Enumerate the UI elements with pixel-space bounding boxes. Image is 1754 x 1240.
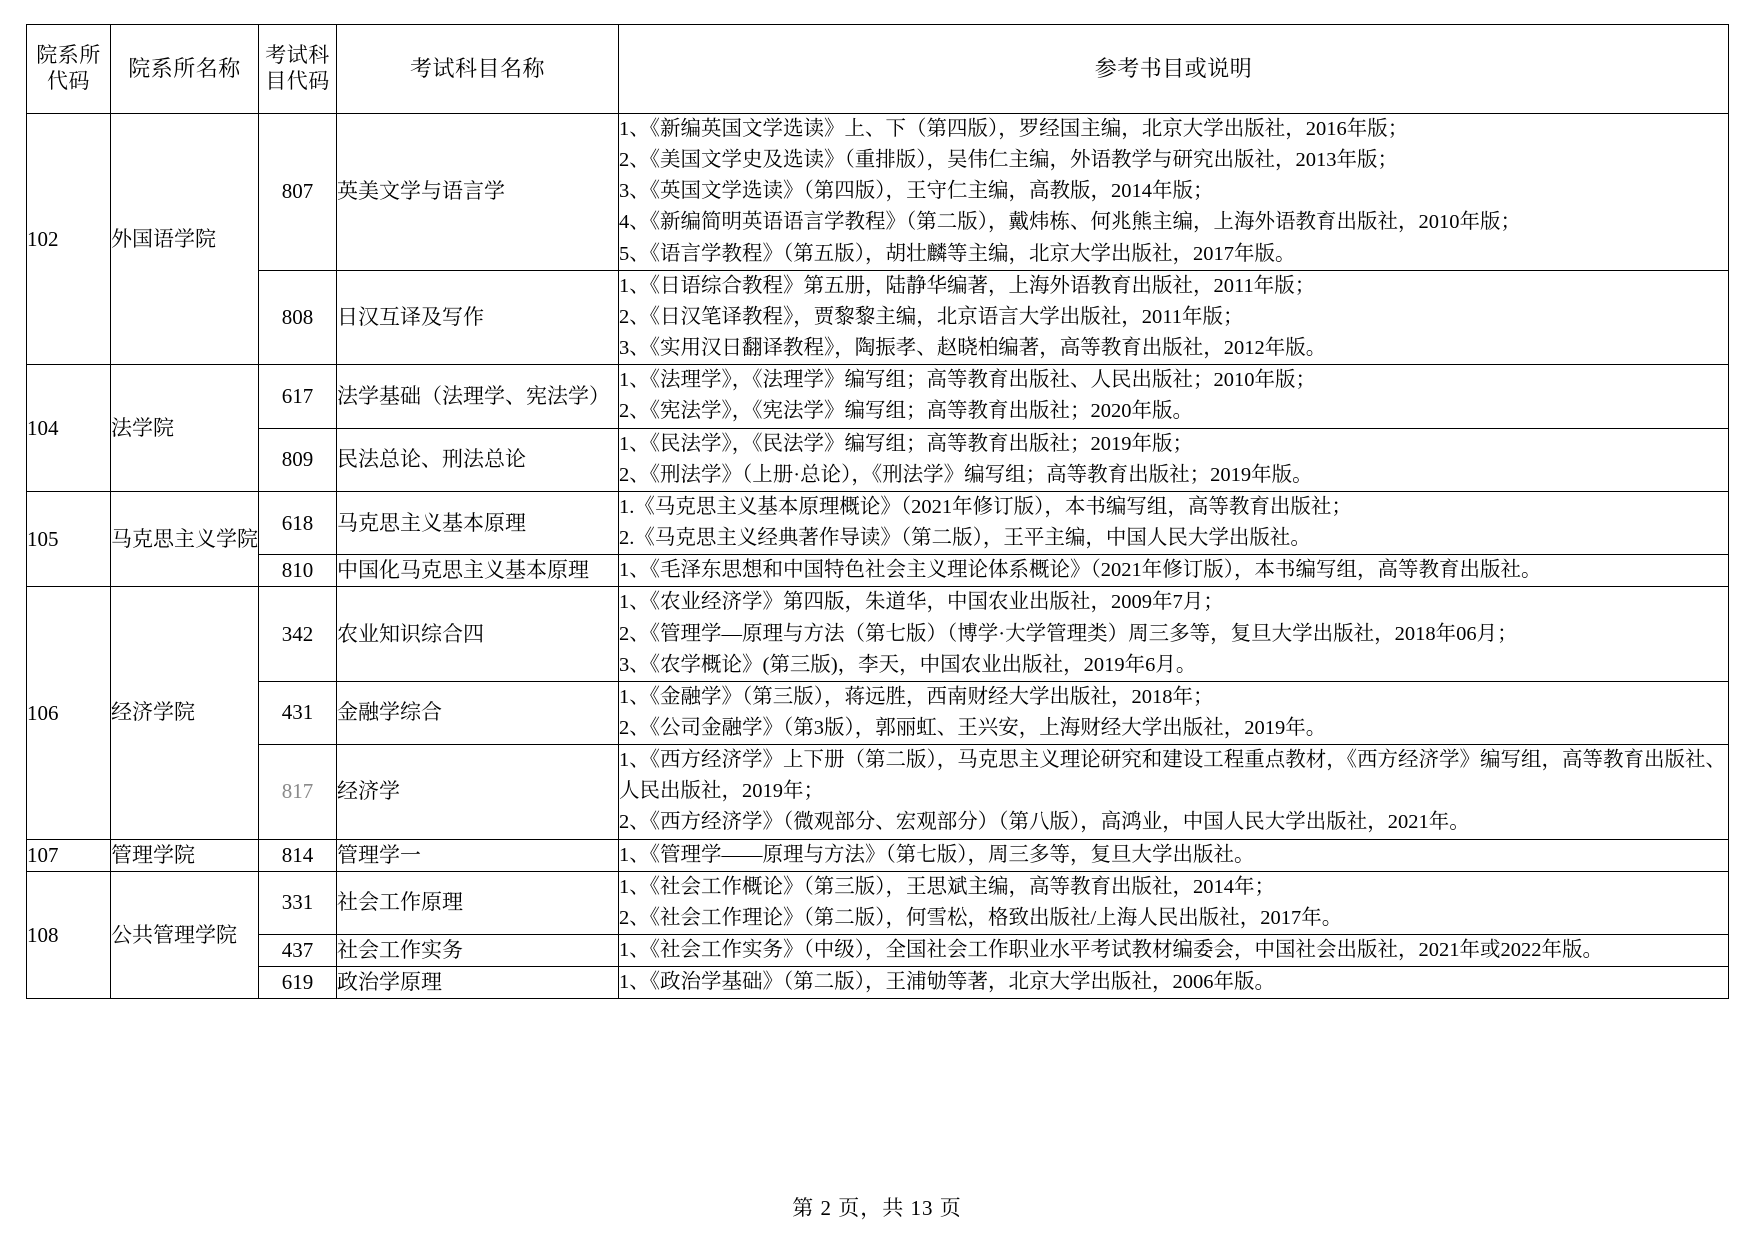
references-cell [619, 935, 1729, 967]
reference-line: 1、《社会工作概论》（第三版），王思斌主编，高等教育出版社，2014年； [619, 875, 1275, 898]
dept-name-cell: 法学院 [111, 365, 259, 492]
subject-code-cell: 808 [259, 270, 337, 364]
references-cell [619, 555, 1729, 587]
reference-line: 1、《政治学基础》（第二版），王浦劬等著，北京大学出版社，2006年版。 [619, 971, 1275, 994]
references-cell [619, 681, 1729, 744]
reference-line: 1、《管理学——原理与方法》（第七版），周三多等，复旦大学出版社。 [619, 843, 1255, 866]
reference-line: 2、《美国文学史及选读》（重排版），吴伟仁主编，外语教学与研究出版社，2013年版； [619, 149, 1398, 172]
subject-name-cell: 英美文学与语言学 [337, 114, 619, 271]
subject-code-cell: 619 [259, 967, 337, 999]
table-header-row [27, 25, 1729, 114]
reference-line: 1、《农业经济学》第四版，朱道华，中国农业出版社，2009年7月； [619, 591, 1224, 614]
dept-code-cell: 104 [27, 365, 111, 492]
column-header-subject-code-line1: 考试科 [265, 43, 330, 68]
reference-line: 1、《日语综合教程》第五册，陆静华编著，上海外语教育出版社，2011年版； [619, 274, 1316, 297]
subject-code-cell: 331 [259, 871, 337, 934]
subject-name-cell: 民法总论、刑法总论 [337, 428, 619, 491]
reference-line: 2、《社会工作理论》（第二版），何雪松，格致出版社/上海人民出版社，2017年。 [619, 906, 1343, 929]
table-row [27, 871, 1729, 934]
reference-line: 1、《新编英国文学选读》上、下（第四版），罗经国主编，北京大学出版社，2016年版； [619, 118, 1409, 140]
subject-code-cell: 617 [259, 365, 337, 428]
references-cell [619, 967, 1729, 999]
table-row [27, 587, 1729, 681]
reference-line: 2、《宪法学》，《宪法学》编写组；高等教育出版社；2020年版。 [619, 400, 1193, 423]
reference-line: 1、《金融学》（第三版），蒋远胜，西南财经大学出版社，2018年； [619, 685, 1214, 708]
subject-code-cell: 342 [259, 587, 337, 681]
table-row [27, 839, 1729, 871]
reference-line: 1、《法理学》，《法理学》编写组；高等教育出版社、人民出版社；2010年版； [619, 369, 1316, 392]
table-row [27, 745, 1729, 839]
references-cell [619, 871, 1729, 934]
references-cell [619, 114, 1729, 271]
dept-name-cell: 公共管理学院 [111, 871, 259, 999]
table-row [27, 491, 1729, 554]
reference-line: 1、《社会工作实务》（中级），全国社会工作职业水平考试教材编委会，中国社会出版社，2021年或2022年版。 [619, 939, 1603, 962]
reference-line: 1、《毛泽东思想和中国特色社会主义理论体系概论》（2021年修订版），本书编写组，高等教育出版社。 [619, 559, 1542, 582]
table-row [27, 270, 1729, 364]
column-header-dept-name: 院系所名称 [111, 25, 259, 114]
dept-code-cell: 107 [27, 839, 111, 871]
reference-line: 4、《新编简明英语语言学教程》（第二版），戴炜栋、何兆熊主编，上海外语教育出版社，2010年版； [619, 211, 1521, 234]
reference-line: 1、《民法学》，《民法学》编写组；高等教育出版社；2019年版； [619, 432, 1193, 455]
subject-name-cell: 农业知识综合四 [337, 587, 619, 681]
subject-name-cell: 中国化马克思主义基本原理 [337, 555, 619, 587]
column-header-dept-code [27, 25, 111, 114]
column-header-subject-code-line2: 目代码 [265, 69, 330, 93]
column-header-subject-name: 考试科目名称 [337, 25, 619, 114]
reference-line: 2、《公司金融学》（第3版），郭丽虹、王兴安，上海财经大学出版社，2019年。 [619, 716, 1327, 739]
subject-name-cell: 法学基础（法理学、宪法学） [337, 365, 619, 428]
reference-line: 1.《马克思主义基本原理概论》（2021年修订版），本书编写组，高等教育出版社； [619, 495, 1352, 518]
reference-line: 3、《农学概论》(第三版)，李天，中国农业出版社，2019年6月。 [619, 653, 1197, 676]
references-cell [619, 745, 1729, 839]
subject-code-cell: 437 [259, 935, 337, 967]
exam-subjects-table [26, 24, 1729, 999]
dept-code-cell: 108 [27, 871, 111, 999]
reference-line: 3、《实用汉日翻译教程》，陶振孝、赵晓柏编著，高等教育出版社，2012年版。 [619, 337, 1327, 360]
dept-name-cell: 马克思主义学院 [111, 491, 259, 586]
reference-line: 2.《马克思主义经典著作导读》（第二版），王平主编，中国人民大学出版社。 [619, 527, 1311, 550]
subject-name-cell: 日汉互译及写作 [337, 270, 619, 364]
dept-name-cell: 外国语学院 [111, 114, 259, 365]
table-body [27, 114, 1729, 999]
subject-code-cell: 807 [259, 114, 337, 271]
table-row [27, 114, 1729, 271]
table-row [27, 967, 1729, 999]
table-row [27, 555, 1729, 587]
table-row [27, 365, 1729, 428]
reference-line: 2、《管理学—原理与方法（第七版）（博学·大学管理类）周三多等，复旦大学出版社，2018年06月； [619, 622, 1518, 645]
subject-name-cell: 政治学原理 [337, 967, 619, 999]
subject-name-cell: 马克思主义基本原理 [337, 491, 619, 554]
dept-name-cell: 管理学院 [111, 839, 259, 871]
column-header-references: 参考书目或说明 [619, 25, 1729, 114]
subject-code-cell: 814 [259, 839, 337, 871]
subject-code-cell: 817 [259, 745, 337, 839]
dept-code-cell: 105 [27, 491, 111, 586]
table-row [27, 935, 1729, 967]
subject-name-cell: 社会工作实务 [337, 935, 619, 967]
table-header [27, 25, 1729, 114]
column-header-subject-code [259, 25, 337, 114]
references-cell [619, 270, 1729, 364]
table-row [27, 681, 1729, 744]
subject-code-cell: 810 [259, 555, 337, 587]
subject-name-cell: 经济学 [337, 745, 619, 839]
page-footer: 第 2 页，共 13 页 [792, 1196, 962, 1220]
dept-name-cell: 经济学院 [111, 587, 259, 839]
references-cell [619, 365, 1729, 428]
reference-line: 2、《西方经济学》（微观部分、宏观部分）（第八版），高鸿业，中国人民大学出版社，2021年。 [619, 811, 1470, 834]
subject-name-cell: 管理学一 [337, 839, 619, 871]
subject-name-cell: 社会工作原理 [337, 871, 619, 934]
subject-code-cell: 618 [259, 491, 337, 554]
subject-name-cell: 金融学综合 [337, 681, 619, 744]
column-header-dept-code-line2: 代码 [47, 69, 90, 93]
references-cell [619, 491, 1729, 554]
reference-line: 3、《英国文学选读》（第四版），王守仁主编，高教版，2014年版； [619, 180, 1214, 203]
references-cell [619, 839, 1729, 871]
table-row [27, 428, 1729, 491]
reference-line: 1、《西方经济学》上下册（第二版），马克思主义理论研究和建设工程重点教材，《西方经济学》编写组，高等教育出版社、人民出版社，2019年； [619, 749, 1726, 803]
column-header-dept-code-line1: 院系所 [36, 43, 101, 68]
reference-line: 5、《语言学教程》（第五版），胡壮麟等主编，北京大学出版社，2017年版。 [619, 242, 1296, 265]
references-cell [619, 587, 1729, 681]
reference-line: 2、《日汉笔译教程》，贾黎黎主编，北京语言大学出版社，2011年版； [619, 305, 1244, 328]
subject-code-cell: 431 [259, 681, 337, 744]
dept-code-cell: 106 [27, 587, 111, 839]
references-cell [619, 428, 1729, 491]
dept-code-cell: 102 [27, 114, 111, 365]
reference-line: 2、《刑法学》（上册·总论），《刑法学》编写组；高等教育出版社；2019年版。 [619, 463, 1313, 486]
subject-code-cell: 809 [259, 428, 337, 491]
